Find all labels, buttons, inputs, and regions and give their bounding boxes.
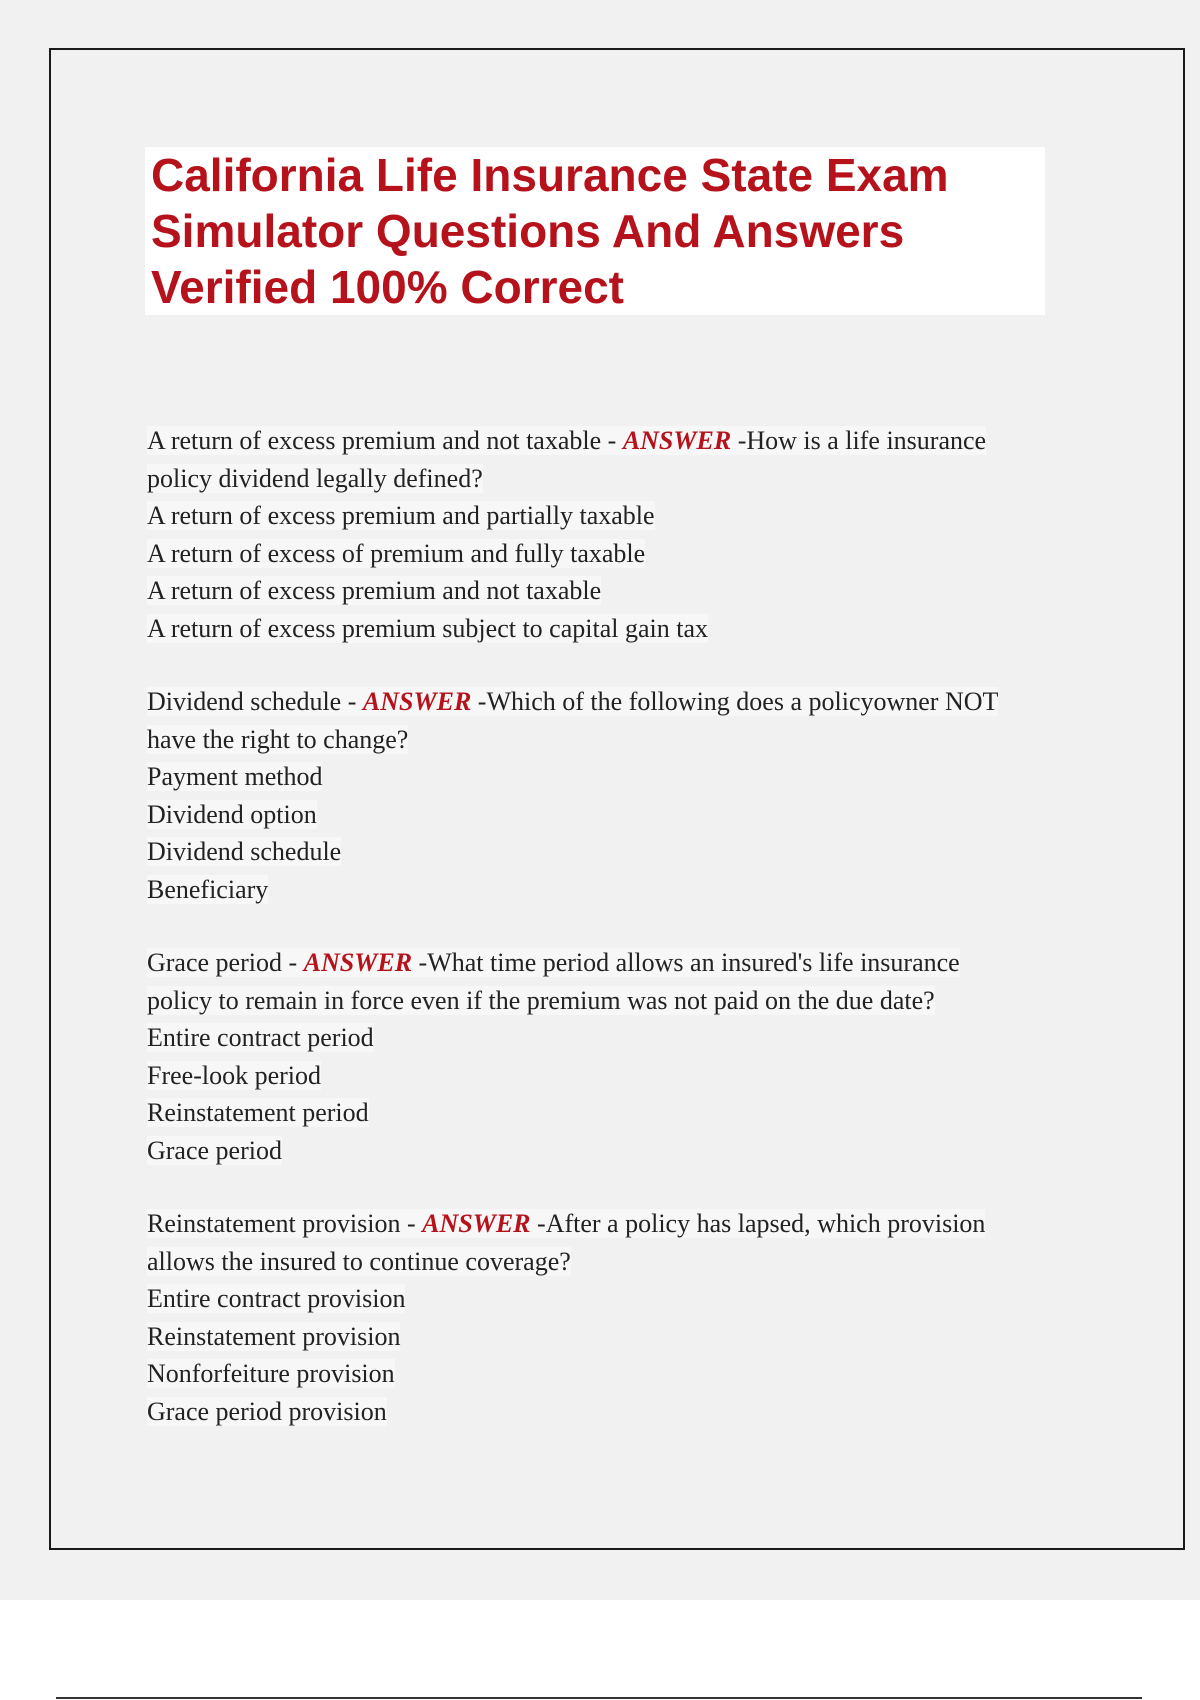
question-line bbox=[147, 982, 1147, 1020]
answer-text: Dividend schedule bbox=[147, 687, 342, 716]
question-text: policy dividend legally defined? bbox=[147, 463, 483, 493]
option-line bbox=[147, 1019, 1147, 1057]
option-text: Beneficiary bbox=[147, 874, 269, 904]
option-line bbox=[147, 1355, 1147, 1393]
option-text: A return of excess premium and not taxable bbox=[147, 576, 602, 605]
option-line bbox=[147, 1393, 1147, 1431]
question-text: After a policy has lapsed, which provision bbox=[545, 1209, 986, 1238]
option-line bbox=[147, 871, 1147, 909]
answer-tag: ANSWER bbox=[422, 1209, 531, 1238]
question-list bbox=[147, 422, 1147, 1466]
page-divider bbox=[56, 1697, 1142, 1699]
option-line bbox=[147, 1057, 1147, 1095]
answer-tag: ANSWER bbox=[303, 948, 413, 977]
option-line bbox=[147, 796, 1147, 834]
option-text: Grace period bbox=[147, 1135, 282, 1165]
question-line: Grace period - ANSWER -What time period allows an insured's life insurance bbox=[147, 948, 960, 977]
option-line bbox=[147, 833, 1147, 871]
document-page-frame bbox=[49, 48, 1185, 1550]
question-text: have the right to change? bbox=[147, 724, 409, 754]
question-block-2 bbox=[147, 683, 1147, 908]
question-line bbox=[147, 721, 1147, 759]
next-page-area bbox=[0, 1600, 1200, 1700]
answer-tag: ANSWER bbox=[362, 687, 472, 716]
option-text: Dividend schedule bbox=[147, 837, 342, 866]
answer-tag: ANSWER bbox=[622, 426, 732, 455]
option-text: Reinstatement provision bbox=[147, 1321, 401, 1351]
question-text: What time period allows an insured's life insurance bbox=[427, 948, 960, 977]
question-text: policy to remain in force even if the premium was not paid on the due date? bbox=[147, 985, 935, 1015]
question-text: How is a life insurance bbox=[746, 426, 987, 455]
option-line bbox=[147, 758, 1147, 796]
option-line bbox=[147, 535, 1147, 573]
document-title bbox=[145, 147, 1045, 315]
option-line bbox=[147, 1094, 1147, 1132]
title-line: California Life Insurance State Exam bbox=[151, 149, 949, 201]
option-line bbox=[147, 1318, 1147, 1356]
option-line bbox=[147, 1280, 1147, 1318]
option-text: Payment method bbox=[147, 762, 323, 791]
question-line: Dividend schedule - ANSWER -Which of the following does a policyowner NOT bbox=[147, 687, 999, 716]
option-line bbox=[147, 610, 1147, 648]
question-block-4 bbox=[147, 1205, 1147, 1430]
title-line: Simulator Questions And Answers bbox=[151, 205, 905, 257]
option-text: A return of excess premium and partially taxable bbox=[147, 501, 655, 530]
option-text: Free-look period bbox=[147, 1060, 322, 1090]
option-text: Entire contract provision bbox=[147, 1284, 406, 1313]
question-line: A return of excess premium and not taxable - ANSWER -How is a life insurance bbox=[147, 426, 987, 455]
question-text: allows the insured to continue coverage? bbox=[147, 1246, 571, 1276]
option-text: Grace period provision bbox=[147, 1396, 387, 1426]
question-line: Reinstatement provision - ANSWER -After a policy has lapsed, which provision bbox=[147, 1209, 986, 1238]
question-text: Which of the following does a policyowner NOT bbox=[486, 687, 999, 716]
title-line: Verified 100% Correct bbox=[151, 261, 625, 313]
option-text: A return of excess of premium and fully taxable bbox=[147, 538, 646, 568]
question-block-1 bbox=[147, 422, 1147, 647]
option-text: Entire contract period bbox=[147, 1023, 374, 1052]
option-text: A return of excess premium subject to capital gain tax bbox=[147, 613, 708, 643]
answer-text: Reinstatement provision bbox=[147, 1209, 401, 1238]
question-block-3 bbox=[147, 944, 1147, 1169]
option-line bbox=[147, 1132, 1147, 1170]
question-line bbox=[147, 1243, 1147, 1281]
option-line bbox=[147, 497, 1147, 535]
answer-text: A return of excess premium and not taxable bbox=[147, 426, 602, 455]
question-line bbox=[147, 460, 1147, 498]
option-text: Nonforfeiture provision bbox=[147, 1359, 395, 1388]
option-text: Dividend option bbox=[147, 799, 317, 829]
option-text: Reinstatement period bbox=[147, 1098, 369, 1127]
option-line bbox=[147, 572, 1147, 610]
answer-text: Grace period bbox=[147, 948, 282, 977]
